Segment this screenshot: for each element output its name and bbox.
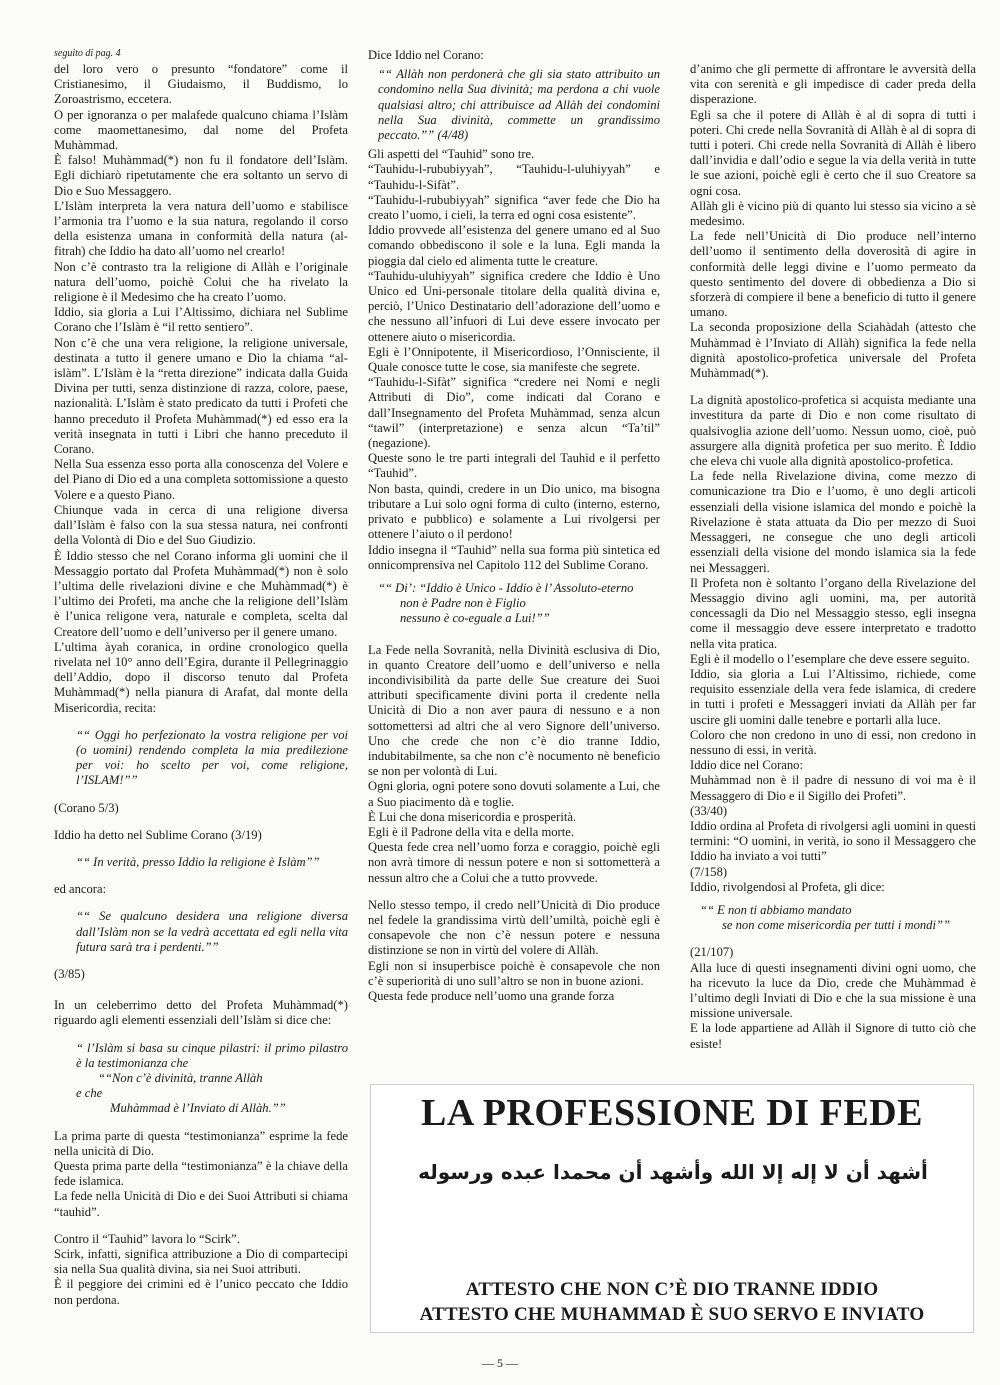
paragraph: La fede nella Rivelazione divina, come mezzo di comunicazione tra Dio e l’uomo, è uno degli articoli essenziali della visione islamica del mondo e poichè la Rivelazione è stata attuata da Dio per mezzo di Suoi Messaggeri, ne consegue che uno degli articoli essenziali della visione del mondo islamica sia la fede nei Messaggeri. (690, 469, 976, 575)
arabic-calligraphy: أشهد أن لا إله إلا الله وأشهد أن محمدا عبده ورسوله (418, 1160, 928, 1184)
paragraph: È Iddio stesso che nel Corano informa gli uomini che il Messaggio portato dal Profeta Muhàmmad(*) non è solo l’ultima delle rivelazioni divine e che Muhàmmad(*) è l’ultimo dei Profeti, ma anche che la religione dell’Islàm è l’unica religone vera, naturale e completa, scelta dal Creatore dell’uomo e dell’universo per il genere umano. (54, 548, 348, 639)
column-middle (368, 48, 660, 1004)
quotation: ““ Oggi ho perfezionato la vostra religione per voi (o uomini) rendendo completa la mia predilezione per voi: ho scelto per voi, come religione, l’ISLAM!”” (76, 727, 348, 788)
quotation-line: se non come misericordia per tutti i mondi”” (722, 918, 950, 933)
column-left (54, 48, 348, 1308)
paragraph: Questa prima parte della “testimonianza” è la chiave della fede islamica. (54, 1159, 348, 1189)
paragraph: La dignità apostolico-profetica si acquista mediante una investitura da parte di Dio e non come risultato di qualsivoglia azione dell’uomo. Nessun uomo, cioè, può assurgere alla dignità profetica per suo merito. È Iddio che eleva chi vuole alla dignità apostolico-profetica. (690, 393, 976, 469)
paragraph: (21/107) (690, 945, 734, 960)
paragraph: Non basta, quindi, credere in un Dio unico, ma bisogna tributare a Lui solo ogni forma di culto (interno, esterno, privato e pubblico) e solamente a Lui rivolgersi per ottenere l’aiuto o il perdono! (368, 481, 660, 542)
paragraph: Non c’è che una vera religione, la religione universale, destinata a tutto il genere umano e Dio la chiama “al-islàm”. L’Islàm è la “retta direzione” indicata dalla Guida Divina per tutti, senza distinzione di razza, colore, paese, nazionalità. L’Islàm è stato predicato da tutti i Profeti che hanno preceduto il Profeta Muhàmmad(*) ed esso era la verità insegnata in tutti i Libri che hanno preceduto il Corano. (54, 335, 348, 457)
paragraph: Non c’è contrasto tra la religione di Allàh e l’originale natura dell’uomo, poichè Colui che ha rivelato la religione è il Medesimo che ha creato l’uomo. (54, 259, 348, 305)
paragraph: Queste sono le tre parti integrali del Tauhid e il perfetto “Tauhid”. (368, 451, 660, 481)
quotation (690, 903, 976, 933)
quotation: ““ Se qualcuno desidera una religione diversa dall’Islàm non se la vedrà accettata ed egli nella vita futura sarà tra i perdenti.”” (76, 909, 348, 954)
paragraph: Muhàmmad non è il padre di nessuno di voi ma è il Messaggero di Dio e il Sigillo dei Profeti”. (690, 773, 976, 803)
banner-line-2: ATTESTO CHE MUHAMMAD È SUO SERVO E INVIATO (419, 1304, 925, 1325)
quotation-line: non è Padre non è Figlio (400, 596, 526, 611)
paragraph: Questa fede produce nell’uomo una grande forza (368, 988, 615, 1003)
paragraph: La prima parte di questa “testimonianza” esprime la fede nella unicità di Dio. (54, 1128, 348, 1158)
paragraph: Chiunque vada in cerca di una religione diversa dall’Islàm è falso con la sua stessa natura, nei confronti della Volontà di Dio e del Suo Giudizio. (54, 502, 348, 548)
quotation-line: “ l’Islàm si basa su cinque pilastri: il primo pilastro è la testimonianza che (76, 1040, 348, 1070)
paragraph: Questa fede crea nell’uomo forza e coraggio, poichè egli non avrà timore di nessun potere e non si sottometterà a nessun altro che a Colui che a tutto provvede. (368, 840, 660, 885)
paragraph: ed ancora: (54, 882, 107, 897)
banner-line-1: ATTESTO CHE NON C’È DIO TRANNE IDDIO (465, 1279, 879, 1300)
paragraph: “Tauhidu-uluhiyyah” significa credere che Iddio è Uno Unico ed Uni-personale titolare della qualità divina e, perciò, l’Unico Destinatario dell’adorazione dell’uomo e che nessuno all’infuori di Lui deve essere invocato per ottenere aiuto o misericordia. (368, 268, 660, 344)
quotation (368, 581, 660, 627)
quotation (54, 1041, 348, 1117)
paragraph: Iddio, rivolgendosi al Profeta, gli dice: (690, 879, 885, 894)
paragraph: (7/158) (690, 864, 728, 879)
paragraph: “Tauhidu-l-rububiyyah” significa “aver fede che Dio ha creato l’uomo, i cieli, la terra ed ogni cosa esistente”. (368, 192, 660, 223)
quotation: ““ In verità, presso Iddio la religione è Islàm”” (76, 854, 320, 869)
paragraph: E la lode appartiene ad Allàh il Signore di tutto ciò che esiste! (690, 1021, 976, 1051)
paragraph: L’Islàm interpreta la vera natura dell’uomo e stabilisce l’armonia tra l’uomo e la sua natura, regolando il corso della esistenza umana in conformità della natura (al-fitrah) che Iddio ha dato all’uomo nel crearlo! (54, 198, 348, 259)
paragraph: Egli non si insuperbisce poichè è consapevole che non c’è superiorità di uno sull’altro se non in buone azioni. (368, 958, 660, 988)
paragraph: d’animo che gli permette di affrontare le avversità della vita con serenità e gli impedisce di cader preda della disperazione. (690, 62, 976, 107)
paragraph: Dice Iddio nel Corano: (368, 48, 484, 62)
paragraph: Scirk, infatti, significa attribuzione a Dio di compartecipi sia nella Sua qualità divina, sia nei Suoi attributi. (54, 1247, 348, 1277)
paragraph: (3/85) (54, 966, 85, 981)
quotation: ““ Allàh non perdonerà che gli sia stato attribuito un condomino nella Sua divinità; ma perdona a chi vuole qualsiasi altro; chi attribuisce ad Allàh dei condomini nella Sua divinità, commette un grandissimo peccato.”” (4/48) (378, 67, 660, 143)
paragraph: Il Profeta non è soltanto l’organo della Rivelazione del Messaggio divino agli uomini, ma, per autorità concessagli da Dio nel Messaggio stesso, egli insegna come il messaggio deve essere interpretato e tradotto nella vita pratica. (690, 575, 976, 651)
paragraph: Contro il “Tauhid” lavora lo “Scirk”. (54, 1231, 240, 1246)
paragraph: “Tauhidu-l-rububiyyah”, “Tauhidu-l-uluhiyyah” e “Tauhidu-l-Sifàt”. (368, 162, 660, 192)
quotation-line: Muhàmmad è l’Inviato di Allàh.”” (110, 1101, 286, 1116)
paragraph: Nello stesso tempo, il credo nell’Unicità di Dio produce nel fedele la grandissima virtù dell’umiltà, poichè egli è consapevole che non c’è nessun potere e nessuna distinzione se non in virtù del volere di Allàh. (368, 897, 660, 958)
paragraph: Iddio provvede all’esistenza del genere umano ed al Suo comando obbediscono il sole e la luna. Egli manda la pioggia dal cielo ed alimenta tutte le creature. (368, 223, 660, 268)
quotation-line: ““Non c’è divinità, tranne Allàh (98, 1070, 263, 1085)
column-right (690, 62, 976, 1052)
page-number: — 5 — (482, 1356, 518, 1370)
paragraph: Egli sa che il potere di Allàh è al di sopra di tutti i poteri. Chi crede nella Sovranità di Allàh è al di sopra di tutti i poteri. Chi crede nella Sovranità di Allàh è libero dall’invidia e dall’odio e segue la via della verità in tutte le sue azioni, poichè egli è certo che il suo Creatore sa ogni cosa. (690, 107, 976, 198)
paragraph: Alla luce di questi insegnamenti divini ogni uomo, che ha ricevuto la luce da Dio, crede che Muhàmmad è l’ultimo degli Inviati di Dio e che la sua missione è una missione universale. (690, 960, 976, 1021)
paragraph: Coloro che non credono in uno di essi, non credono in nessuno di essi, in verità. (690, 727, 976, 757)
paragraph: O per ignoranza o per malafede qualcuno chiama l’Islàm come maomettanesimo, dal nome del Profeta Muhàmmad. (54, 107, 348, 153)
paragraph: La fede nella Unicità di Dio e dei Suoi Attributi si chiama “tauhid”. (54, 1189, 348, 1219)
quotation-line: nessuno è co-eguale a Lui!”” (400, 611, 550, 626)
paragraph: Iddio insegna il “Tauhid” nella sua forma più sintetica ed onnicomprensiva nel Capitolo 112 del Sublime Corano. (368, 542, 660, 572)
paragraph: Egli è il modello o l’esemplare che deve essere seguito. (690, 651, 970, 666)
paragraph: Ogni gloria, ogni potere sono dovuti solamente a Lui, che a Suo piacimento dà e toglie. (368, 779, 660, 809)
paragraph: La Fede nella Sovranità, nella Divinità esclusiva di Dio, in quanto Creatore dell’uomo e dell’universo e nella incondivisibilità da parte delle Sue creature dei Suoi attributi specificamente divini porta il credente nella Unicità di Dio a non aver paura di nessuno e a non sottomettersi ad altri che al vero Signore dell’universo. Uno che crede che non c’è dio tranne Iddio, indubitabilmente, sa che non c’è nocumento nè beneficio se non per volontà di Lui. (368, 642, 660, 779)
paragraph: Nella Sua essenza esso porta alla conoscenza del Volere e del Piano di Dio ed a una completa sottomissione a questo Volere e a questo Piano. (54, 457, 348, 502)
quotation-line: ““ Di’: “Iddio è Unico - Iddio è l’ Assoluto-eterno (378, 580, 634, 595)
paragraph: Iddio dice nel Corano: (690, 758, 803, 773)
paragraph: Gli aspetti del “Tauhid” sono tre. (368, 147, 535, 162)
quotation-line: e che (76, 1086, 103, 1101)
paragraph: La seconda proposizione della Sciahàdah (attesto che Muhàmmad è l’Inviato di Allàh) significa la fede nella dignità apostolico-profetica universale del Profeta Muhàmmad(*). (690, 320, 976, 381)
paragraph: Iddio ordina al Profeta di rivolgersi agli uomini in questi termini: “O uomini, in verità, io sono il Messaggero che Iddio ha inviato a voi tutti” (690, 818, 976, 864)
paragraph: È falso! Muhàmmad(*) non fu il fondatore dell’Islàm. Egli dichiarò ripetutamente che era soltanto un servo di Dio e Suo Messaggero. (54, 153, 348, 198)
paragraph: del loro vero o presunto “fondatore” come il Cristianesimo, il Giudaismo, il Buddismo, lo Zoroastrismo, eccetera. (54, 62, 348, 107)
profession-of-faith-banner (370, 1084, 974, 1333)
paragraph: Egli è il Padrone della vita e della morte. (368, 824, 574, 839)
quotation-line: ““ E non ti abbiamo mandato (700, 902, 852, 917)
paragraph: È Lui che dona misericordia e prosperità. (368, 809, 577, 824)
paragraph: (Corano 5/3) (54, 800, 119, 815)
paragraph: È il peggiore dei crimini ed è l’unico peccato che Iddio non perdona. (54, 1277, 348, 1307)
paragraph: In un celeberrimo detto del Profeta Muhàmmad(*) riguardo agli elementi essenziali dell’Islàm si dice che: (54, 998, 348, 1028)
paragraph: Iddio ha detto nel Sublime Corano (3/19) (54, 827, 262, 842)
paragraph: “Tauhidu-l-Sifàt” significa “credere nei Nomi e negli Attributi di Dio”, come indicati dal Corano e dall’Insegnamento del Profeta Muhàmmad, senza alcun “tawil” (interpretazione) e senza alcun “Ta’til” (negazione). (368, 375, 660, 451)
paragraph: (33/40) (690, 803, 728, 818)
paragraph: Egli è l’Onnipotente, il Misericordioso, l’Onnisciente, il Quale conosce tutte le cose, sia manifeste che segrete. (368, 344, 660, 375)
paragraph: Allàh gli è vicino più di quanto lui stesso sia vicino a sè medesimo. (690, 198, 976, 229)
paragraph: Iddio, sia gloria a Lui l’Altissimo, richiede, come requisito essenziale della vera fede islamica, di credere in tutti i profeti e Messaggeri inviati da Allàh per far uscire gli uomini dalle tenebre e portarli alla luce. (690, 666, 976, 727)
banner-title: LA PROFESSIONE DI FEDE (421, 1092, 923, 1134)
paragraph: L’ultima àyah coranica, in ordine cronologico quella rivelata nel 10° anno dell’Egira, durante il Pellegrinaggio dell’Addio, dopo il discorso tenuto dal Profeta Muhàmmad(*) nella pianura di Arafat, dal monte della Misericordia, recita: (54, 639, 348, 715)
continued-from-note: seguito di pag. 4 (54, 48, 121, 59)
paragraph: Iddio, sia gloria a Lui l’Altissimo, dichiara nel Sublime Corano che l’Islàm è “il retto sentiero”. (54, 305, 348, 335)
paragraph: La fede nell’Unicità di Dio produce nell’interno dell’uomo il sentimento della doverosità di agire in conformità delle leggi divine e l’uomo permeato da questo sentimento del dovere di obbedienza a Dio si sforzerà di compiere il bene a beneficio di tutto il genere umano. (690, 229, 976, 320)
